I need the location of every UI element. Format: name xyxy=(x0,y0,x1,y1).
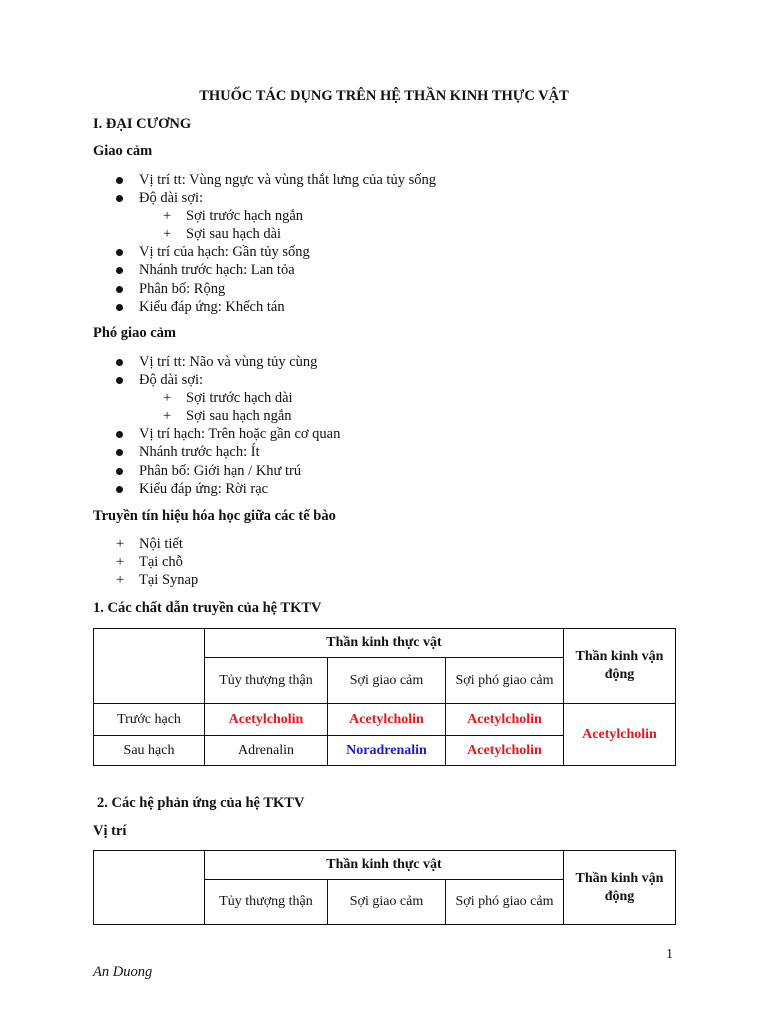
subheading-neurotransmitters: 1. Các chất dẫn truyền của hệ TKTV xyxy=(93,600,322,616)
list-item: Kiểu đáp ứng: Khếch tán xyxy=(0,298,436,316)
header-motor: Thần kinh vận động xyxy=(564,629,676,704)
document-title: THUỐC TÁC DỤNG TRÊN HỆ THẦN KINH THỰC VẬT xyxy=(199,88,569,104)
header-sympathetic: Sợi giao cảm xyxy=(328,880,446,925)
page-number: 1 xyxy=(666,947,673,962)
table-corner-cell xyxy=(94,629,205,704)
list-item: Kiểu đáp ứng: Rời rạc xyxy=(0,480,340,498)
list-truyen-tin xyxy=(0,535,198,589)
heading-truyen-tin: Truyền tín hiệu hóa học giữa các tế bào xyxy=(93,508,336,524)
list-item: Vị trí tt: Não và vùng tủy cùng xyxy=(0,353,340,371)
list-pho-giao-cam xyxy=(0,353,340,498)
list-item: Phân bố: Rộng xyxy=(0,280,436,298)
list-item: Độ dài sợi: xyxy=(0,371,340,389)
header-adrenal-medulla: Tủy thượng thận xyxy=(205,658,328,704)
header-parasympathetic: Sợi phó giao cảm xyxy=(446,880,564,925)
heading-pho-giao-cam: Phó giao cảm xyxy=(93,325,176,341)
list-item: + Tại Synap xyxy=(0,571,198,589)
header-autonomic: Thần kinh thực vật xyxy=(205,851,564,880)
cell-motor-value: Acetylcholin xyxy=(564,704,676,766)
list-item: Vị trí của hạch: Gần tủy sống xyxy=(0,243,436,261)
list-item: Vị trí tt: Vùng ngực và vùng thắt lưng của tủy sống xyxy=(0,171,436,189)
row-label-postganglionic: Sau hạch xyxy=(94,736,205,766)
section-heading-general: I. ĐẠI CƯƠNG xyxy=(93,116,192,132)
list-subitem: + Sợi sau hạch dài xyxy=(0,225,436,243)
row-label-preganglionic: Trước hạch xyxy=(94,704,205,736)
list-item: + Tại chỗ xyxy=(0,553,198,571)
list-item: Phân bố: Giới hạn / Khư trú xyxy=(0,462,340,480)
cell-value: Acetylcholin xyxy=(328,704,446,736)
header-adrenal-medulla: Tủy thượng thận xyxy=(205,880,328,925)
header-parasympathetic: Sợi phó giao cảm xyxy=(446,658,564,704)
header-autonomic: Thần kinh thực vật xyxy=(205,629,564,658)
list-item: + Nội tiết xyxy=(0,535,198,553)
list-subitem: + Sợi trước hạch dài xyxy=(0,389,340,407)
heading-giao-cam: Giao cảm xyxy=(93,143,153,159)
cell-value: Acetylcholin xyxy=(205,704,328,736)
footer-author: An Duong xyxy=(93,964,153,980)
list-item: Nhánh trước hạch: Ít xyxy=(0,443,340,461)
header-sympathetic: Sợi giao cảm xyxy=(328,658,446,704)
list-item: Nhánh trước hạch: Lan tỏa xyxy=(0,261,436,279)
neurotransmitter-table xyxy=(93,628,676,766)
cell-value: Acetylcholin xyxy=(446,704,564,736)
table-corner-cell xyxy=(94,851,205,925)
cell-value: Acetylcholin xyxy=(446,736,564,766)
table-row xyxy=(94,704,676,736)
heading-vi-tri: Vị trí xyxy=(93,823,127,839)
list-giao-cam xyxy=(0,171,436,316)
subheading-response-systems: 2. Các hệ phản ứng của hệ TKTV xyxy=(97,795,305,811)
cell-value: Noradrenalin xyxy=(328,736,446,766)
location-table xyxy=(93,850,676,925)
list-subitem: + Sợi trước hạch ngắn xyxy=(0,207,436,225)
list-item: Độ dài sợi: xyxy=(0,189,436,207)
header-motor: Thần kinh vận động xyxy=(564,851,676,925)
list-subitem: + Sợi sau hạch ngắn xyxy=(0,407,340,425)
cell-value: Adrenalin xyxy=(205,736,328,766)
list-item: Vị trí hạch: Trên hoặc gần cơ quan xyxy=(0,425,340,443)
